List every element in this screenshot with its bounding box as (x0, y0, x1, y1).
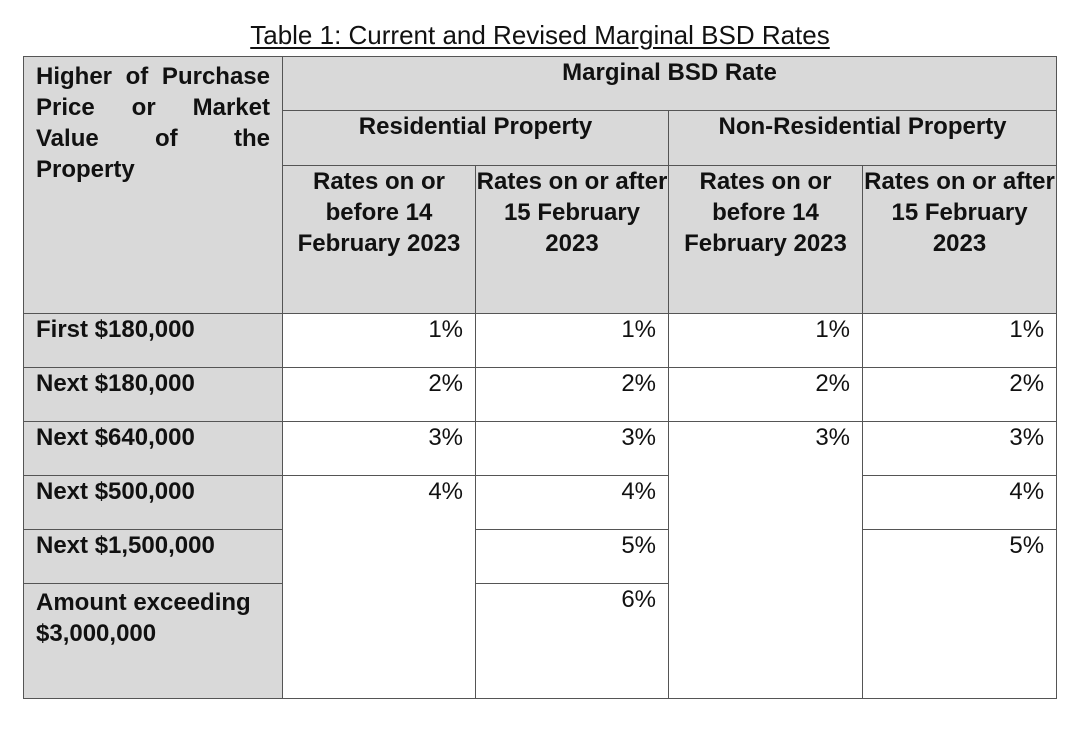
header-non-before: Rates on or before 14 February 2023 (669, 166, 863, 314)
rate-cell: 4% (476, 476, 669, 530)
header-residential: Residential Property (283, 111, 669, 166)
row-label: Next $1,500,000 (24, 530, 283, 584)
header-res-before: Rates on or before 14 February 2023 (283, 166, 476, 314)
rate-cell: 1% (283, 314, 476, 368)
header-marginal-rate: Marginal BSD Rate (283, 57, 1057, 111)
rate-cell: 2% (283, 368, 476, 422)
table-row (24, 476, 1057, 530)
bsd-rates-table (23, 56, 1057, 699)
rate-cell: 3% (863, 422, 1057, 476)
table-row (24, 314, 1057, 368)
rate-cell: 1% (476, 314, 669, 368)
header-non-after: Rates on or after 15 February 2023 (863, 166, 1057, 314)
table-row (24, 422, 1057, 476)
table-row (24, 530, 1057, 584)
row-label: Next $640,000 (24, 422, 283, 476)
table-title: Table 1: Current and Revised Marginal BSD Rates (250, 20, 830, 50)
header-non-residential: Non-Residential Property (669, 111, 1057, 166)
rate-cell: 6% (476, 584, 669, 699)
rate-cell: 2% (476, 368, 669, 422)
row-label: Next $500,000 (24, 476, 283, 530)
rate-cell: 1% (863, 314, 1057, 368)
row-label: Next $180,000 (24, 368, 283, 422)
header-price-label: Higher of Purchase Price or Market Value of the Property (24, 57, 283, 314)
rate-cell: 3% (283, 422, 476, 476)
rate-cell: 3% (476, 422, 669, 476)
rate-cell: 2% (863, 368, 1057, 422)
rate-cell: 5% (863, 530, 1057, 699)
rate-cell: 2% (669, 368, 863, 422)
rate-cell: 3% (669, 422, 863, 699)
rate-cell: 5% (476, 530, 669, 584)
rate-cell: 1% (669, 314, 863, 368)
row-label: Amount exceeding $3,000,000 (24, 584, 283, 699)
rate-cell: 4% (283, 476, 476, 699)
row-label: First $180,000 (24, 314, 283, 368)
header-res-after: Rates on or after 15 February 2023 (476, 166, 669, 314)
rate-cell: 4% (863, 476, 1057, 530)
table-row (24, 368, 1057, 422)
